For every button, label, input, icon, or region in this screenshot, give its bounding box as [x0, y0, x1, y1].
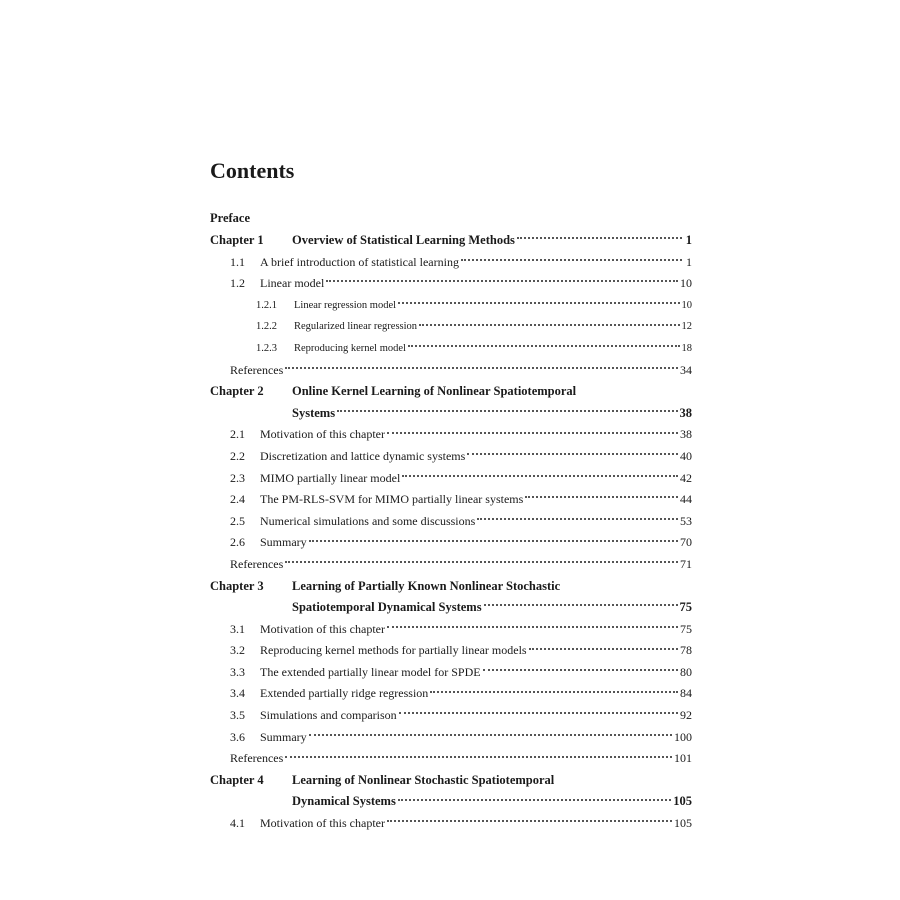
dot-leader — [408, 344, 680, 347]
toc-title: Motivation of this chapter — [260, 816, 385, 831]
toc-page-number: 44 — [680, 492, 692, 507]
toc-number: 1.1 — [230, 254, 245, 269]
dot-leader — [430, 690, 678, 693]
dot-leader — [398, 301, 679, 304]
toc-entry-section[interactable] — [210, 683, 692, 705]
toc-page-number: 101 — [674, 751, 692, 766]
toc-number: 3.1 — [230, 621, 245, 636]
toc-entry-section[interactable] — [210, 705, 692, 727]
toc-number: Chapter 2 — [210, 384, 264, 399]
dot-leader — [525, 495, 678, 498]
toc-number: Chapter 1 — [210, 233, 264, 247]
toc-entry-section[interactable] — [210, 813, 692, 835]
toc-page-number: 71 — [680, 556, 692, 571]
toc-number: 3.6 — [230, 729, 245, 744]
toc-title: A brief introduction of statistical learning — [260, 254, 459, 269]
toc-entry-section[interactable] — [210, 640, 692, 662]
dot-leader — [387, 431, 678, 434]
toc-title: The extended partially linear model for SPDE — [260, 664, 481, 679]
toc-entry-section[interactable] — [210, 511, 692, 533]
toc-title: Dynamical Systems — [292, 794, 396, 809]
toc-title: Systems — [292, 405, 336, 420]
toc-number: 2.3 — [230, 470, 245, 485]
toc-title: References — [230, 362, 284, 377]
toc-title: Motivation of this chapter — [260, 427, 385, 442]
toc-entry-chapter-cont[interactable] — [210, 597, 692, 619]
toc-number: 2.1 — [230, 427, 245, 442]
toc-entry-subsection[interactable] — [210, 295, 692, 317]
toc-number: 3.2 — [230, 643, 245, 658]
toc-title: Spatiotemporal Dynamical Systems — [292, 600, 482, 615]
toc-page-number: 10 — [680, 276, 692, 291]
toc-entry-section[interactable] — [210, 424, 692, 446]
toc-title: Reproducing kernel model — [294, 342, 406, 354]
toc-page-number: 105 — [674, 816, 692, 831]
toc-number: Chapter 4 — [210, 772, 264, 787]
dot-leader — [309, 539, 678, 542]
dot-leader — [402, 474, 678, 477]
dot-leader — [337, 409, 677, 412]
toc-title: Learning of Nonlinear Stochastic Spatiotemporal — [292, 772, 555, 787]
toc-entry-subsection[interactable] — [210, 316, 692, 338]
toc-page-number: 38 — [679, 405, 692, 420]
toc-entry-section[interactable] — [210, 273, 692, 295]
toc-title: MIMO partially linear model — [260, 470, 401, 485]
toc-title: References — [230, 556, 284, 571]
toc-entry-subsection[interactable] — [210, 338, 692, 360]
toc-entry-chapter-head[interactable] — [210, 770, 692, 792]
toc-number: 1.2.1 — [256, 299, 277, 311]
toc-entry-section[interactable] — [210, 532, 692, 554]
toc-entry-refs[interactable] — [210, 554, 692, 576]
toc-number: 2.4 — [230, 492, 245, 507]
toc-title: Learning of Partially Known Nonlinear Stochastic — [292, 578, 561, 593]
toc-title: Reproducing kernel methods for partially linear models — [260, 643, 527, 658]
toc-page-number: 40 — [680, 448, 692, 463]
dot-leader — [484, 603, 678, 606]
toc-number: 1.2 — [230, 276, 245, 291]
toc-number: 4.1 — [230, 816, 245, 831]
toc-title: Overview of Statistical Learning Methods — [292, 233, 515, 247]
toc-title: Numerical simulations and some discussions — [260, 513, 476, 528]
dot-leader — [387, 819, 672, 822]
toc-title: Extended partially ridge regression — [260, 686, 429, 701]
toc-entry-section[interactable] — [210, 252, 692, 274]
toc-entry-refs[interactable] — [210, 360, 692, 382]
dot-leader — [398, 798, 671, 801]
toc-page-number: 18 — [681, 342, 692, 354]
toc-title: Linear model — [260, 276, 325, 291]
dot-leader — [529, 647, 678, 650]
toc-entry-refs[interactable] — [210, 748, 692, 770]
toc-title: Discretization and lattice dynamic systems — [260, 448, 466, 463]
toc-page-number: 53 — [680, 513, 692, 528]
toc-page-number: 75 — [680, 621, 692, 636]
toc-page-number: 75 — [679, 600, 692, 615]
toc-page-number: 80 — [680, 664, 692, 679]
dot-leader — [461, 258, 682, 261]
dot-leader — [419, 323, 679, 326]
toc-title: Simulations and comparison — [260, 708, 397, 723]
preface-entry[interactable]: Preface — [210, 211, 251, 225]
dot-leader — [326, 279, 678, 282]
dot-leader — [285, 366, 678, 369]
toc-page-number: 12 — [681, 321, 692, 333]
dot-leader — [285, 560, 678, 563]
toc-number: 3.4 — [230, 686, 245, 701]
toc-title: Summary — [260, 729, 307, 744]
toc-number: Chapter 3 — [210, 578, 264, 593]
toc-number: 2.6 — [230, 535, 245, 550]
toc-page-number: 1 — [685, 233, 692, 247]
toc-entry-chapter[interactable] — [210, 230, 692, 252]
dot-leader — [387, 625, 678, 628]
toc-page-number: 70 — [680, 535, 692, 550]
toc-entry-chapter-head[interactable] — [210, 576, 692, 598]
toc-entry-section[interactable] — [210, 619, 692, 641]
table-of-contents — [210, 230, 692, 835]
toc-title: Regularized linear regression — [294, 321, 418, 333]
toc-page-number: 38 — [680, 427, 692, 442]
toc-entry-chapter-head[interactable] — [210, 381, 692, 403]
toc-title: Motivation of this chapter — [260, 621, 385, 636]
dot-leader — [399, 711, 678, 714]
toc-page-number: 100 — [674, 729, 692, 744]
toc-number: 2.5 — [230, 513, 245, 528]
toc-number: 1.2.3 — [256, 342, 277, 354]
toc-page-number: 78 — [680, 643, 692, 658]
toc-title: References — [230, 751, 284, 766]
toc-page-number: 34 — [680, 362, 692, 377]
page-title: Contents — [210, 158, 295, 183]
toc-number: 3.3 — [230, 664, 245, 679]
toc-title: Summary — [260, 535, 307, 550]
dot-leader — [517, 236, 682, 239]
dot-leader — [467, 452, 678, 455]
toc-page-number: 1 — [686, 254, 692, 269]
toc-entry-chapter-cont[interactable] — [210, 403, 692, 425]
toc-page-number: 10 — [681, 299, 692, 311]
toc-page-number: 92 — [680, 708, 692, 723]
toc-entry-section[interactable] — [210, 489, 692, 511]
dot-leader — [477, 517, 678, 520]
dot-leader — [483, 668, 678, 671]
toc-entry-section[interactable] — [210, 727, 692, 749]
toc-number: 1.2.2 — [256, 321, 277, 333]
dot-leader — [285, 755, 672, 758]
toc-entry-section[interactable] — [210, 662, 692, 684]
toc-page-number: 105 — [673, 794, 692, 809]
toc-title: Online Kernel Learning of Nonlinear Spatiotemporal — [292, 384, 577, 399]
toc-entry-section[interactable] — [210, 446, 692, 468]
toc-number: 3.5 — [230, 708, 245, 723]
toc-page-number: 42 — [680, 470, 692, 485]
toc-title: The PM-RLS-SVM for MIMO partially linear systems — [260, 492, 524, 507]
toc-entry-chapter-cont[interactable] — [210, 791, 692, 813]
toc-page-number: 84 — [680, 686, 692, 701]
toc-entry-section[interactable] — [210, 468, 692, 490]
toc-number: 2.2 — [230, 448, 245, 463]
toc-title: Linear regression model — [294, 299, 397, 311]
dot-leader — [309, 733, 672, 736]
